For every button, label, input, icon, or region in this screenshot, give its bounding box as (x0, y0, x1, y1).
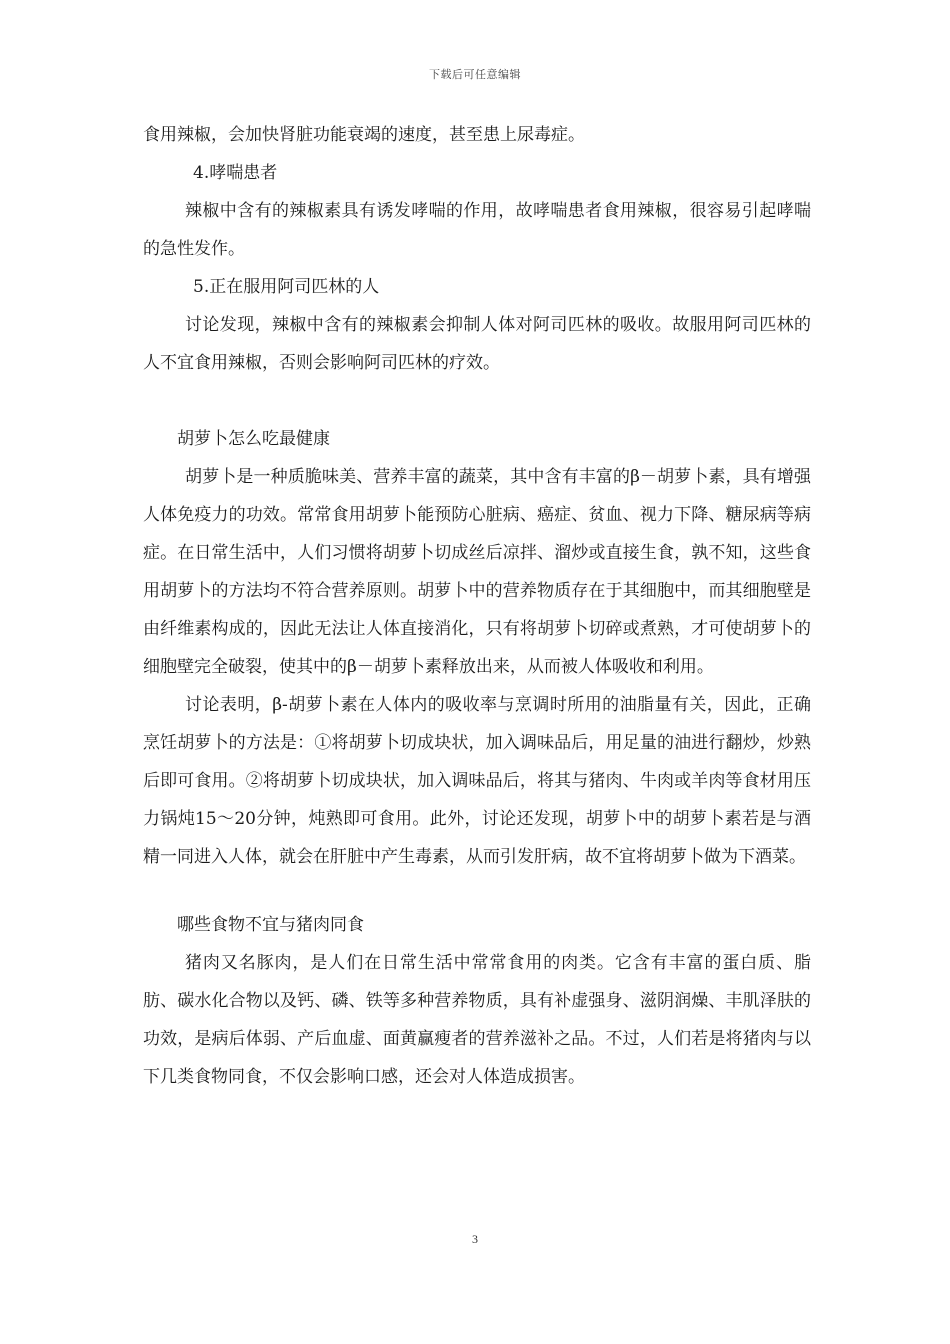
paragraph-aspirin: 讨论发现，辣椒中含有的辣椒素会抑制人体对阿司匹林的吸收。故服用阿司匹林的人不宜食用辣椒，否则会影响阿司匹林的疗效。 (143, 315, 811, 373)
paragraph-carrot-cooking: 讨论表明，β-胡萝卜素在人体内的吸收率与烹调时所用的油脂量有关，因此，正确烹饪胡萝卜的方法是：①将胡萝卜切成块状，加入调味品后，用足量的油进行翻炒，炒熟后即可食用。②将胡萝卜切成块状，加入调味品后，将其与猪肉、牛肉或羊肉等食材用压力锅炖15～20分钟，炖熟即可食用。此外，讨论还发现，胡萝卜中的胡萝卜素若是与酒精一同进入人体，就会在肝脏中产生毒素，从而引发肝病，故不宜将胡萝卜做为下酒菜。 (143, 695, 811, 867)
document-body (143, 116, 811, 1096)
page-number: 3 (472, 1232, 478, 1246)
paragraph-asthma: 辣椒中含有的辣椒素具有诱发哮喘的作用，故哮喘患者食用辣椒，很容易引起哮喘的急性发作。 (143, 201, 811, 259)
section-spacer (143, 876, 811, 906)
paragraph-carrot-intro: 胡萝卜是一种质脆味美、营养丰富的蔬菜，其中含有丰富的β－胡萝卜素，具有增强人体免疫力的功效。常常食用胡萝卜能预防心脏病、癌症、贫血、视力下降、糖尿病等病症。在日常生活中，人们习惯将胡萝卜切成丝后凉拌、溜炒或直接生食，孰不知，这些食用胡萝卜的方法均不符合营养原则。胡萝卜中的营养物质存在于其细胞中，而其细胞壁是由纤维素构成的，因此无法让人体直接消化，只有将胡萝卜切碎或煮熟，才可使胡萝卜的细胞壁完全破裂，使其中的β－胡萝卜素释放出来，从而被人体吸收和利用。 (143, 467, 811, 677)
heading-asthma-patients: 4.哮喘患者 (193, 163, 278, 183)
paragraph-pork: 猪肉又名豚肉，是人们在日常生活中常常食用的肉类。它含有丰富的蛋白质、脂肪、碳水化合物以及钙、磷、铁等多种营养物质，具有补虚强身、滋阴润燥、丰肌泽肤的功效，是病后体弱、产后血虚、面黄赢瘦者的营养滋补之品。不过，人们若是将猪肉与以下几类食物同食，不仅会影响口感，还会对人体造成损害。 (143, 953, 811, 1087)
heading-aspirin-users: 5.正在服用阿司匹林的人 (193, 277, 380, 297)
section-title-carrot: 胡萝卜怎么吃最健康 (177, 429, 330, 449)
section-title-pork: 哪些食物不宜与猪肉同食 (177, 915, 364, 935)
page-header: 下载后可任意编辑 (429, 68, 521, 81)
paragraph-kidney-continued: 食用辣椒，会加快肾脏功能衰竭的速度，甚至患上尿毒症。 (143, 125, 585, 145)
section-spacer (143, 382, 811, 420)
